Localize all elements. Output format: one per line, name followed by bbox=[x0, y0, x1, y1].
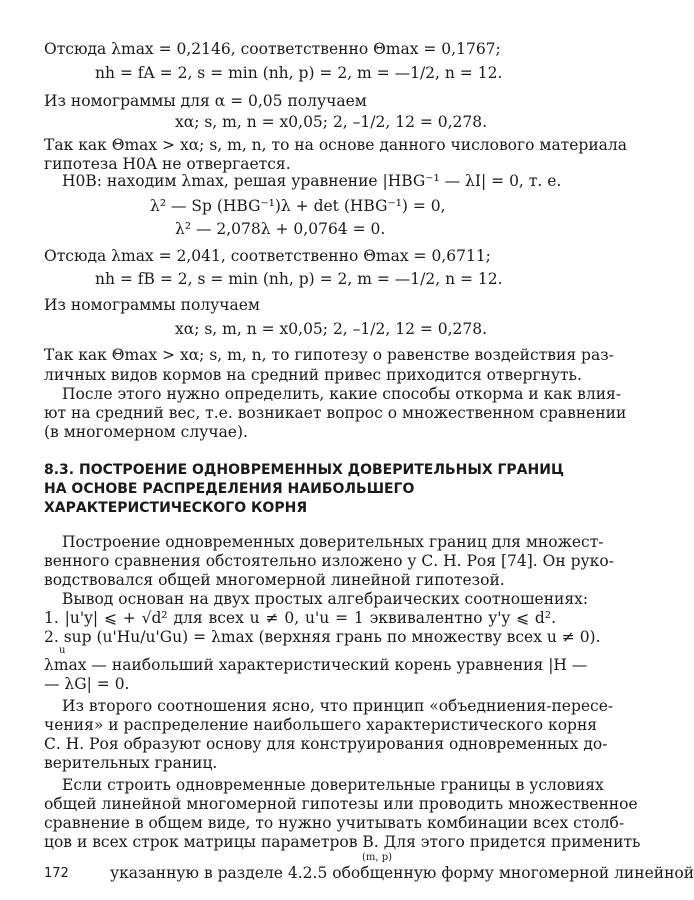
text-line: С. Н. Роя образуют основу для конструирования одновременных до- bbox=[44, 735, 608, 753]
text-line: λmax — наибольший характеристический корень уравнения |H — bbox=[44, 656, 588, 674]
text-line: чения» и распределение наибольшего характеристического корня bbox=[44, 716, 598, 734]
text-line: После этого нужно определить, какие способы откорма и как влия- bbox=[62, 385, 622, 403]
text-line: цов и всех строк матрицы параметров B. Для этого придется применить bbox=[44, 833, 641, 851]
section-heading-line: ХАРАКТЕРИСТИЧЕСКОГО КОРНЯ bbox=[44, 500, 308, 516]
section-heading-line: 8.3. ПОСТРОЕНИЕ ОДНОВРЕМЕННЫХ ДОВЕРИТЕЛЬНЫХ ГРАНИЦ bbox=[44, 462, 564, 478]
formula-line: xα; s, m, n = x0,05; 2, –1/2, 12 = 0,278. bbox=[175, 320, 488, 338]
text-line: Отсюда λmax = 0,2146, соответственно Θmax = 0,1767; bbox=[44, 40, 501, 58]
text-line: личных видов кормов на средний привес приходится отвергнуть. bbox=[44, 366, 582, 384]
text-line: Если строить одновременные доверительные границы в условиях bbox=[62, 776, 604, 794]
formula-line: nh = fB = 2, s = min (nh, p) = 2, m = —1/2, n = 12. bbox=[95, 270, 503, 288]
text-line: венного сравнения обстоятельно изложено у С. Н. Роя [74]. Он руко- bbox=[44, 552, 614, 570]
text-line: H0B: находим λmax, решая уравнение |HBG⁻¹ — λI| = 0, т. е. bbox=[62, 172, 562, 190]
text-line: гипотеза H0A не отвергается. bbox=[44, 155, 291, 173]
formula-line: 1. |u'y| ⩽ + √d² для всех u ≠ 0, u'u = 1 эквивалентно y'y ⩽ d². bbox=[44, 609, 556, 627]
text-line: Отсюда λmax = 2,041, соответственно Θmax = 0,6711; bbox=[44, 247, 491, 265]
text-line: Так как Θmax > xα; s, m, n, то на основе данного числового материала bbox=[44, 136, 628, 154]
subscript-m-p: (m, p) bbox=[362, 852, 393, 863]
text-line: Из номограммы для α = 0,05 получаем bbox=[44, 92, 367, 110]
section-heading-line: НА ОСНОВЕ РАСПРЕДЕЛЕНИЯ НАИБОЛЬШЕГО bbox=[44, 481, 415, 497]
text-line: (в многомерном случае). bbox=[44, 423, 248, 441]
formula-line: λ² — Sp (HBG⁻¹)λ + det (HBG⁻¹) = 0, bbox=[150, 197, 446, 215]
text-line: Построение одновременных доверительных границ для множест- bbox=[62, 533, 604, 551]
text-line: сравнение в общем виде, то нужно учитывать комбинации всех столб- bbox=[44, 814, 625, 832]
formula-line: nh = fA = 2, s = min (nh, p) = 2, m = —1/2, n = 12. bbox=[95, 64, 503, 82]
text-line: Из второго соотношения ясно, что принцип «объедниения-пересе- bbox=[62, 697, 614, 715]
text-line: водствовался общей многомерной линейной гипотезой. bbox=[44, 571, 505, 589]
subscript-u: u bbox=[59, 645, 66, 656]
text-line: верительных границ. bbox=[44, 754, 218, 772]
text-line: Вывод основан на двух простых алгебраических соотношениях: bbox=[62, 590, 589, 608]
page-number: 172 bbox=[44, 866, 69, 881]
formula-line: λ² — 2,078λ + 0,0764 = 0. bbox=[175, 220, 386, 238]
formula-line: 2. sup (u'Hu/u'Gu) = λmax (верхняя грань по множеству всех u ≠ 0). bbox=[44, 628, 601, 646]
text-line: Так как Θmax > xα; s, m, n, то гипотезу о равенстве воздействия раз- bbox=[44, 346, 614, 364]
text-line: ют на средний вес, т.е. возникает вопрос о множественном сравнении bbox=[44, 404, 627, 422]
text-line: указанную в разделе 4.2.5 обобщенную форму многомерной линейной bbox=[110, 864, 694, 882]
text-line: — λG| = 0. bbox=[44, 675, 130, 693]
formula-line: xα; s, m, n = x0,05; 2, –1/2, 12 = 0,278. bbox=[175, 113, 488, 131]
text-line: Из номограммы получаем bbox=[44, 296, 260, 314]
text-line: общей линейной многомерной гипотезы или проводить множественное bbox=[44, 795, 638, 813]
